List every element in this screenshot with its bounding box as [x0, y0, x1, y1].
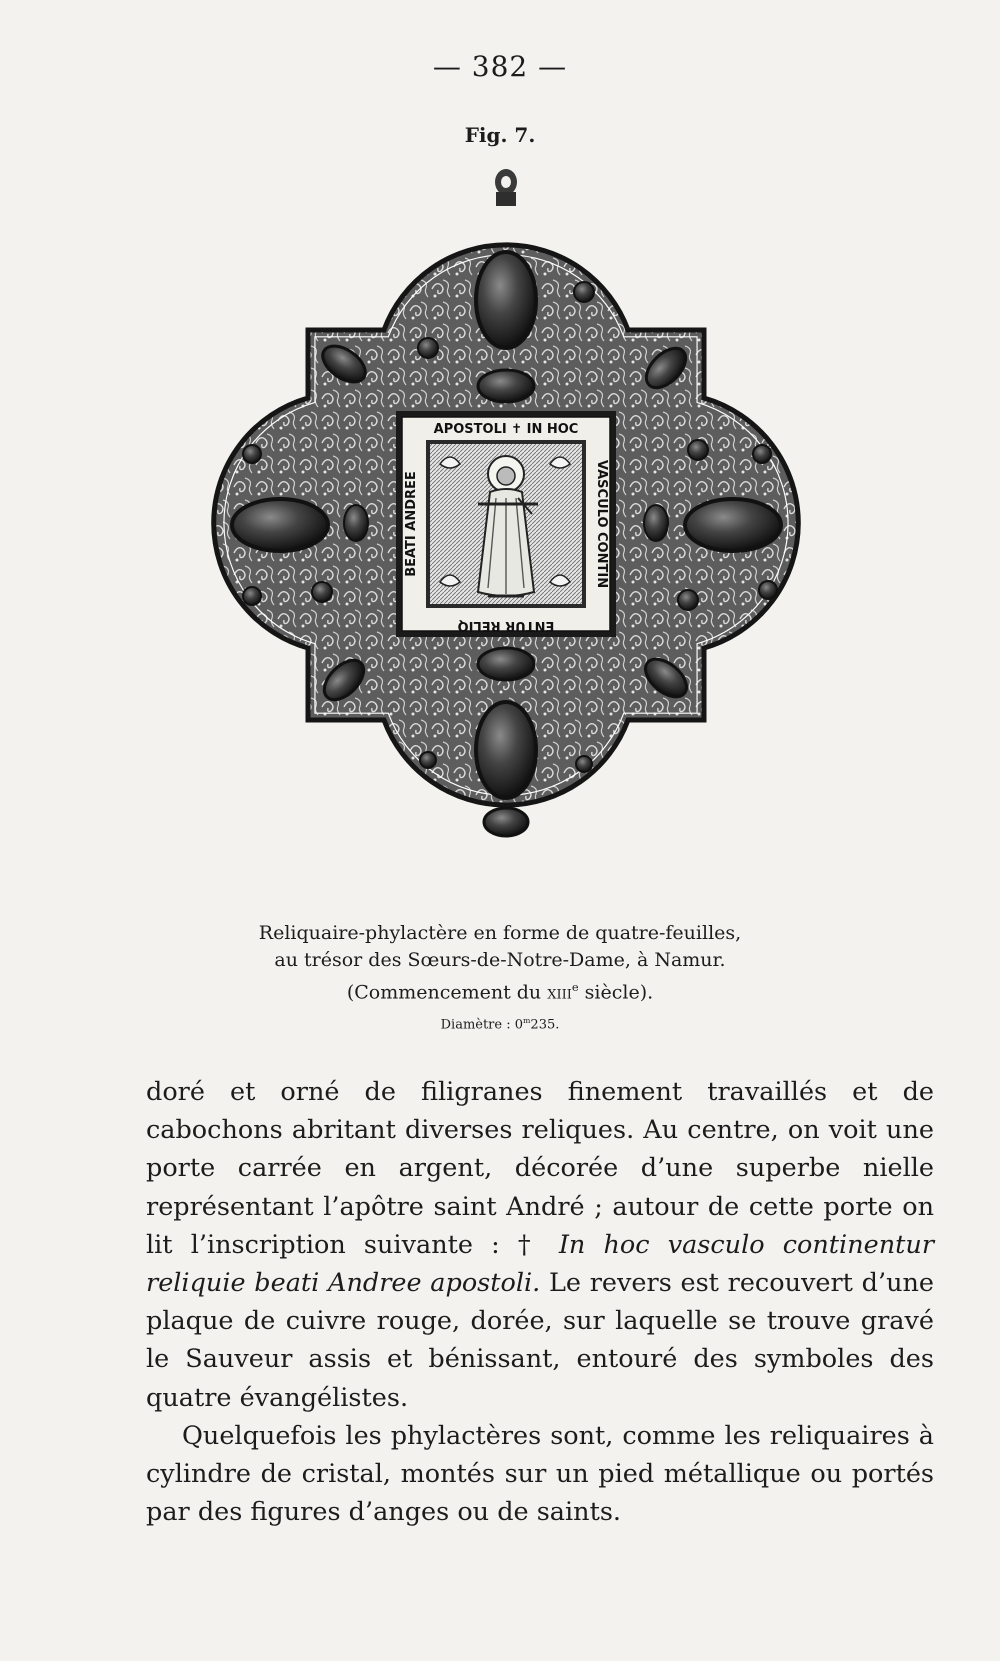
inscription-right: VASCULO CONTIN [594, 459, 609, 589]
inscription-bottom: ENTUR RELIQ [457, 618, 555, 633]
suspension-ring [495, 169, 517, 206]
figure-label: Fig. 7. [464, 123, 536, 147]
paragraph-2: Quelquefois les phylactères sont, comme les reliquaires à cylindre de cristal, montés sur un pied métallique ou portés par des figures d’anges ou de saints. [146, 1420, 934, 1528]
paragraph-1: doré et orné de filigranes finement travaillés et de cabochons abritant diverses reliques. Au centre, on voit une porte carrée en argent, décorée d’une superbe nielle représentant l’apôtre saint André ; autour de cette porte on lit l’inscription suivante : † In hoc vasculo continentur reliquie beati Andree apostoli. Le revers est recouvert d’une plaque de cuivre rouge, dorée, sur laquelle se trouve gravé le Sauveur assis et bénissant, entouré des symboles des quatre évangélistes. [146, 1077, 935, 1413]
caption-diameter: Diamètre : 0$^m$235. [440, 1016, 560, 1033]
page-number: — 382 — [432, 50, 568, 83]
reliquary-engraving [188, 168, 884, 908]
figure-caption [0, 920, 1000, 1037]
central-niello-plaque [396, 411, 616, 637]
caption-line-3: (Commencement du xiii$^e$ siècle). [346, 980, 654, 1004]
inscription-left: BEATI ANDREE [404, 471, 419, 577]
caption-line-1: Reliquaire-phylactère en forme de quatre-feuilles, [258, 922, 742, 944]
caption-line-2: au trésor des Sœurs-de-Notre-Dame, à Namur. [274, 949, 726, 971]
body-text [146, 1073, 934, 1531]
inscription-top: APOSTOLI ✝ IN HOC [433, 422, 579, 437]
